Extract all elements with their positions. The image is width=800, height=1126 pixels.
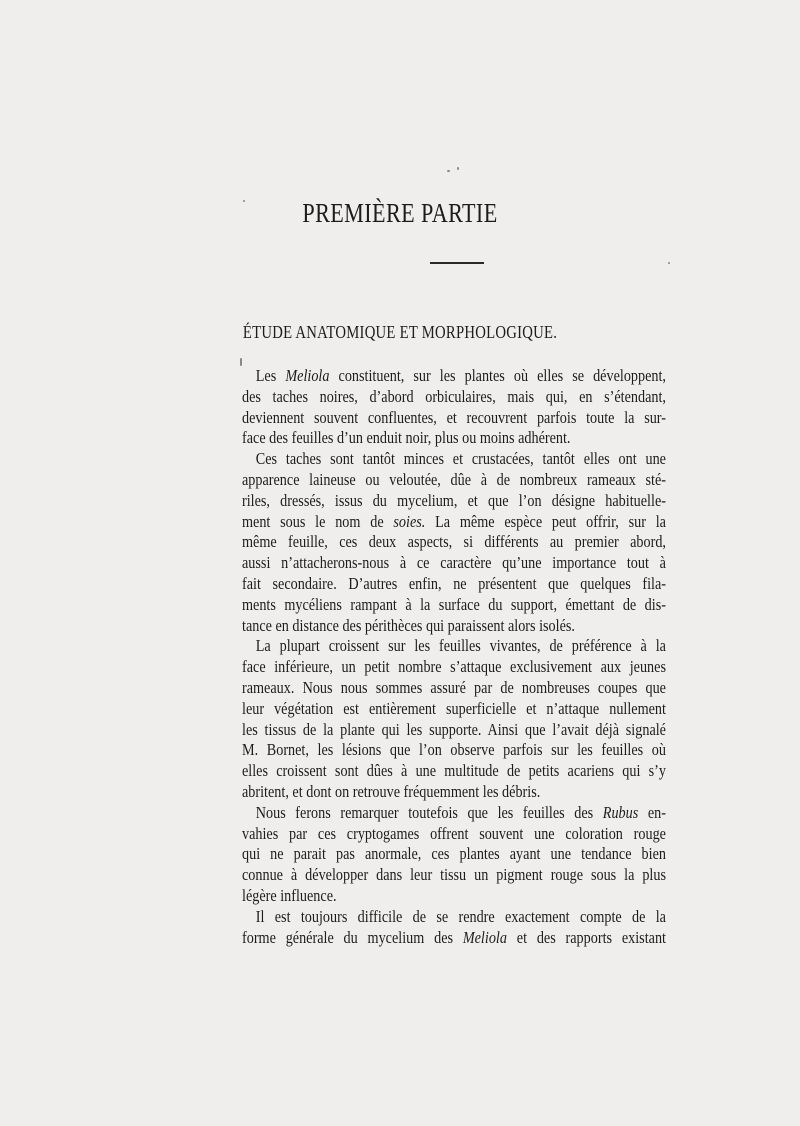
text-line (242, 720, 666, 741)
text-segment: connue à développer dans leur tissu un pigment rouge sous la plus (242, 865, 666, 885)
text-segment: abritent, et dont on retrouve fréquemment les débris. (242, 781, 541, 801)
text-segment: La même espèce peut offrir, sur la (425, 511, 666, 531)
part-title: PREMIÈRE PARTIE (302, 198, 498, 228)
scan-speck (668, 262, 670, 264)
text-line (242, 824, 666, 845)
text-line (242, 387, 666, 408)
text-line (242, 865, 666, 886)
text-line (242, 782, 666, 803)
italic-term: Rubus (602, 802, 639, 822)
text-segment: constituent, sur les plantes où elles se développent, (329, 366, 666, 385)
italic-term: soies. (393, 511, 426, 531)
text-segment: Ces taches sont tantôt minces et crustacées, tantôt elles ont une (255, 449, 666, 469)
section-title: ÉTUDE ANATOMIQUE ET MORPHOLOGIQUE. (242, 322, 558, 342)
text-segment: qui ne parait pas anormale, ces plantes ayant une tendance bien (242, 844, 666, 864)
text-line (242, 470, 666, 491)
text-segment: même feuille, ces deux aspects, si différents au premier abord, (242, 532, 666, 552)
text-line (242, 574, 666, 595)
text-segment: forme générale du mycelium des (242, 927, 463, 947)
text-segment: légère influence. (242, 885, 337, 905)
text-segment: tance en distance des périthèces qui paraissent alors isolés. (242, 615, 575, 635)
text-segment: Les (255, 366, 286, 385)
text-segment: aussi n’attacherons-nous à ce caractère qu’une importance tout à (242, 553, 666, 573)
text-line (242, 740, 666, 761)
text-segment: elles croissent sont dûes à une multitude de petits acariens qui s’y (242, 761, 666, 781)
body-text (242, 366, 666, 948)
text-line (242, 408, 666, 429)
text-line (242, 512, 666, 533)
text-segment: riles, dressés, issus du mycelium, et que l’on désigne habituelle- (242, 490, 666, 510)
text-line (242, 657, 666, 678)
text-line (242, 678, 666, 699)
text-segment: La plupart croissent sur les feuilles vivantes, de préférence à la (255, 636, 666, 656)
text-line (242, 928, 666, 949)
text-line (242, 595, 666, 616)
scan-speck (457, 167, 459, 170)
scan-speck (240, 358, 242, 366)
text-line (242, 366, 666, 387)
text-segment: face des feuilles d’un enduit noir, plus ou moins adhérent. (242, 428, 571, 448)
text-segment: vahies par ces cryptogames offrent souvent une coloration rouge (242, 823, 666, 843)
text-segment: fait secondaire. D’autres enfin, ne présentent que quelques fila- (242, 573, 666, 593)
text-segment: face inférieure, un petit nombre s’attaque exclusivement aux jeunes (242, 657, 666, 677)
text-line (242, 616, 666, 637)
text-line (242, 636, 666, 657)
text-line (242, 761, 666, 782)
italic-term: Meliola (462, 927, 507, 947)
text-line (242, 886, 666, 907)
title-rule (430, 262, 484, 264)
text-segment: deviennent souvent confluentes, et recouvrent parfois toute la sur- (242, 407, 666, 427)
text-segment: leur végétation est entièrement superficielle et n’attaque nullement (242, 698, 666, 718)
text-line (242, 699, 666, 720)
text-segment: ment sous le nom de (242, 511, 394, 531)
text-segment: rameaux. Nous nous sommes assuré par de nombreuses coupes que (242, 677, 666, 697)
text-line (242, 491, 666, 512)
text-segment: Il est toujours difficile de se rendre exactement compte de la (255, 906, 666, 926)
text-segment: des taches noires, d’abord orbiculaires, mais qui, en s’étendant, (242, 386, 666, 406)
text-line (242, 553, 666, 574)
text-segment: et des rapports existant (506, 927, 666, 947)
text-segment: Nous ferons remarquer toutefois que les feuilles des (255, 802, 603, 822)
text-line (242, 532, 666, 553)
text-segment: M. Bornet, les lésions que l’on observe parfois sur les feuilles où (242, 740, 666, 760)
text-line (242, 907, 666, 928)
text-segment: en- (638, 802, 666, 822)
text-segment: ments mycéliens rampant à la surface du support, émettant de dis- (242, 594, 666, 614)
text-line (242, 428, 666, 449)
italic-term: Meliola (285, 366, 330, 385)
text-line (242, 803, 666, 824)
text-segment: apparence laineuse ou veloutée, dûe à de nombreux rameaux sté- (242, 469, 666, 489)
scan-speck (447, 170, 450, 172)
text-line (242, 844, 666, 865)
text-line (242, 449, 666, 470)
text-segment: les tissus de la plante qui les supporte. Ainsi que l’avait déjà signalé (242, 719, 666, 739)
